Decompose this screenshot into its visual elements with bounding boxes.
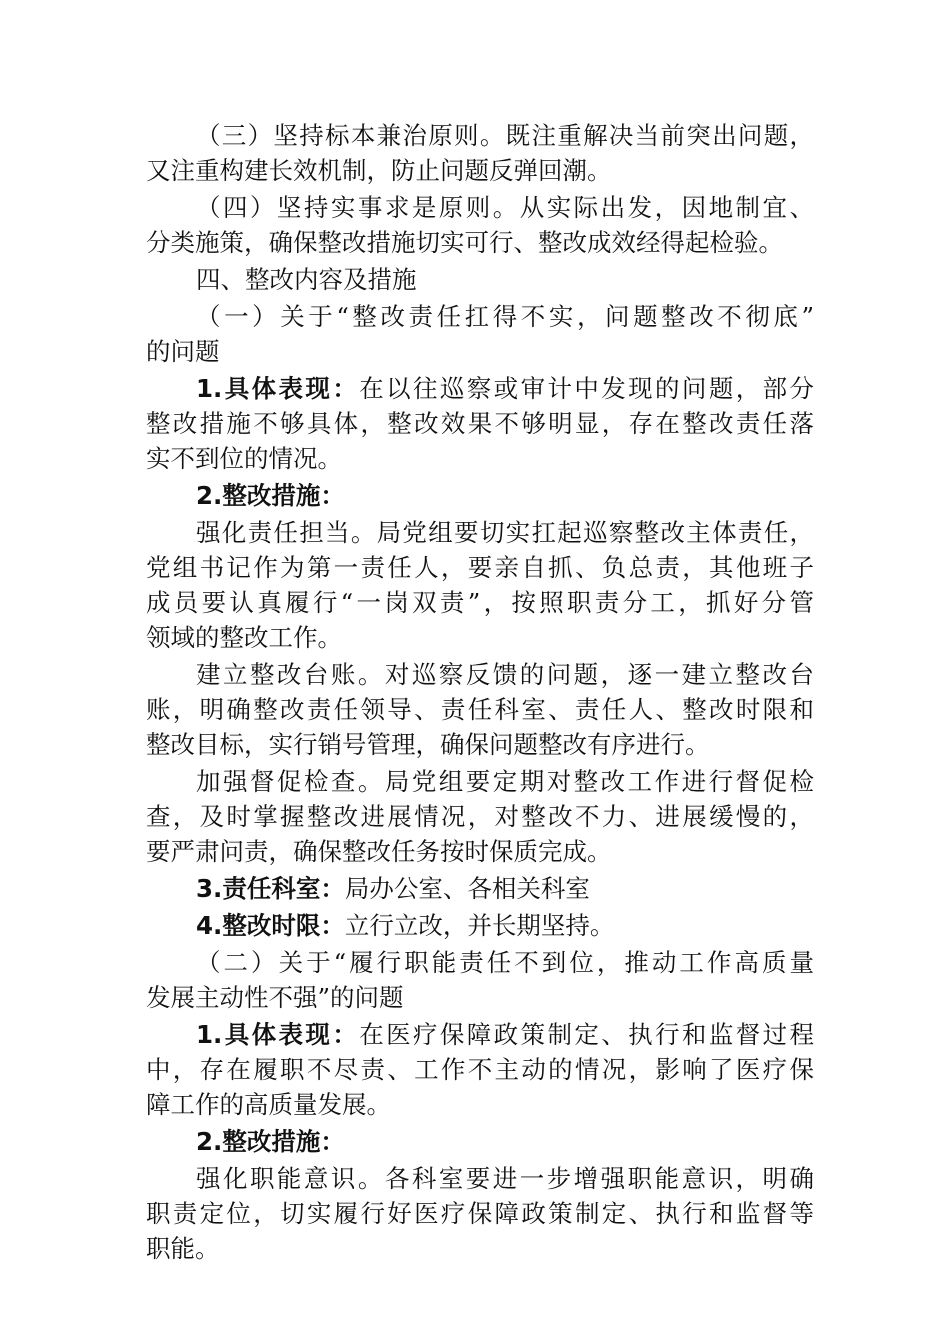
paragraph-line: 成员要认真履行“一岗双责”，按照职责分工，抓好分管: [146, 588, 814, 617]
item-label: 2.整改措施：: [196, 481, 345, 510]
paragraph-line: 分类施策，确保整改措施切实可行、整改成效经得起检验。: [146, 228, 783, 257]
paragraph-line: 强化责任担当。局党组要切实扛起巡察整改主体责任，: [196, 518, 814, 547]
paragraph-line: 领域的整改工作。: [146, 623, 342, 652]
paragraph-line: 又注重构建长效机制，防止问题反弹回潮。: [146, 156, 612, 185]
paragraph-line: 强化职能意识。各科室要进一步增强职能意识，明确: [196, 1164, 814, 1193]
paragraph-line: 整改目标，实行销号管理，确保问题整改有序进行。: [146, 730, 710, 759]
paragraph-line: （一）关于“整改责任扛得不实，问题整改不彻底”: [196, 302, 814, 331]
paragraph-line: 查，及时掌握整改进展情况，对整改不力、进展缓慢的，: [146, 802, 814, 831]
item-label: 1.具体表现：: [196, 374, 360, 403]
paragraph-line: 中，存在履职不尽责、工作不主动的情况，影响了医疗保: [146, 1055, 814, 1084]
item-text: 立行立改，并长期坚持。: [344, 911, 615, 940]
paragraph-line: 实不到位的情况。: [146, 444, 342, 473]
paragraph-line: 加强督促检查。局党组要定期对整改工作进行督促检: [196, 767, 814, 796]
paragraph-line: 的问题: [146, 337, 220, 366]
paragraph-line: [146, 1017, 814, 1052]
paragraph-line: [146, 371, 814, 406]
paragraph-line: 发展主动性不强”的问题: [146, 983, 404, 1012]
paragraph-line: [146, 871, 814, 906]
item-text: 在以往巡察或审计中发现的问题，部分: [359, 374, 815, 403]
paragraph-line: 整改措施不够具体，整改效果不够明显，存在整改责任落: [146, 409, 814, 438]
paragraph-line: 党组书记作为第一责任人，要亲自抓、负总责，其他班子: [146, 553, 814, 582]
paragraph-line: （三）坚持标本兼治原则。既注重解决当前突出问题，: [196, 121, 814, 150]
item-text: 在医疗保障政策制定、执行和监督过程: [359, 1020, 815, 1049]
item-label: 2.整改措施：: [196, 1127, 345, 1156]
item-label: 1.具体表现：: [196, 1020, 360, 1049]
paragraph-line: （四）坚持实事求是原则。从实际出发，因地制宜、: [196, 193, 814, 222]
item-text: 局办公室、各相关科室: [344, 874, 590, 903]
paragraph-line: [146, 1124, 814, 1159]
paragraph-line: 职责定位，切实履行好医疗保障政策制定、执行和监督等: [146, 1199, 814, 1228]
paragraph-line: 障工作的高质量发展。: [146, 1090, 391, 1119]
paragraph-line: 账，明确整改责任领导、责任科室、责任人、整改时限和: [146, 695, 814, 724]
paragraph-line: [146, 908, 814, 943]
document-body: [146, 118, 814, 1266]
item-label: 3.责任科室：: [196, 874, 345, 903]
item-label: 4.整改时限：: [196, 911, 345, 940]
paragraph-line: 建立整改台账。对巡察反馈的问题，逐一建立整改台: [196, 660, 814, 689]
paragraph-line: （二）关于“履行职能责任不到位，推动工作高质量: [196, 948, 814, 977]
paragraph-line: [146, 478, 814, 513]
section-heading: 四、整改内容及措施: [196, 265, 417, 294]
paragraph-line: 要严肃问责，确保整改任务按时保质完成。: [146, 837, 612, 866]
paragraph-line: 职能。: [146, 1234, 220, 1263]
